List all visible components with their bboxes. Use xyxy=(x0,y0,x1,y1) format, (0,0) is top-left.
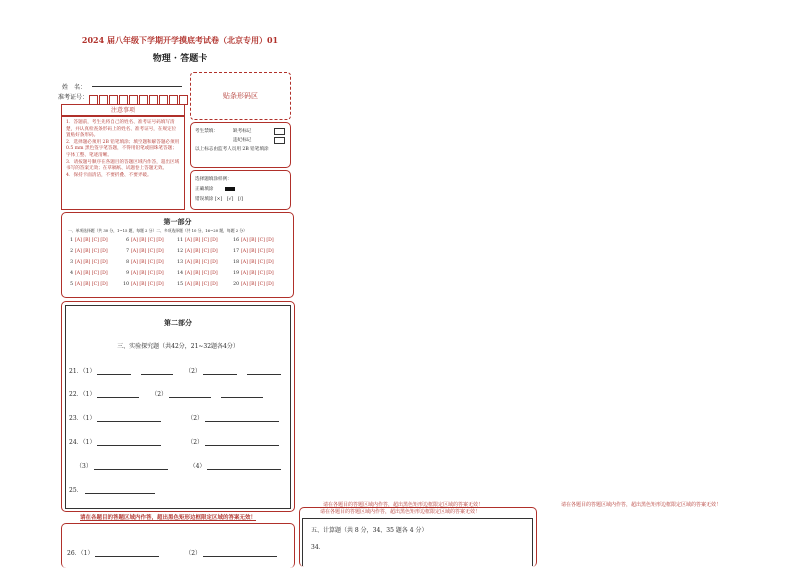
answer-column-2 xyxy=(122,238,177,293)
answer-row[interactable]: 18 [A] [B] [C] [D] xyxy=(233,260,274,265)
part5-section xyxy=(302,518,533,566)
q24-line: 24．（1） （2） xyxy=(69,437,279,446)
name-label: 姓 名： xyxy=(62,84,87,91)
q21-1-blank[interactable] xyxy=(97,368,131,375)
notice-box xyxy=(61,116,185,210)
answer-area-warning: 请在各题目的答题区域内作答，超出黑色矩形边框限定区域的答案无效！ xyxy=(80,515,257,521)
id-label: 准考证号： xyxy=(58,94,89,101)
wrong-fill-label: 错误填涂 [×] [√] [/] xyxy=(195,197,244,202)
answer-row[interactable]: 1 [A] [B] [C] [D] xyxy=(70,238,108,243)
correct-fill-label: 正确填涂 xyxy=(195,187,214,192)
sheet-subtitle: 物理 · 答题卡 xyxy=(152,54,208,64)
q26-2-blank[interactable] xyxy=(203,550,277,557)
status-label: 考生禁填： xyxy=(195,129,218,134)
correct-fill-mark-icon xyxy=(225,187,235,191)
q26-1-blank[interactable] xyxy=(95,550,159,557)
part2-section xyxy=(65,305,291,509)
answer-row[interactable]: 10 [A] [B] [C] [D] xyxy=(123,282,164,287)
answer-row[interactable]: 17 [A] [B] [C] [D] xyxy=(233,249,274,254)
answer-row[interactable]: 20 [A] [B] [C] [D] xyxy=(233,282,274,287)
answer-column-3 xyxy=(176,238,234,293)
notice-item: 1．答题前，考生先将自己的姓名、准考证号码填写清楚，并认真检查条形码上的姓名、准考证号，在规定位置贴好条形码。 xyxy=(66,120,177,139)
name-field[interactable] xyxy=(92,86,182,87)
answer-row[interactable]: 6 [A] [B] [C] [D] xyxy=(126,238,164,243)
answer-row[interactable]: 7 [A] [B] [C] [D] xyxy=(126,249,164,254)
q22-2a-blank[interactable] xyxy=(169,391,211,398)
q24-3-blank[interactable] xyxy=(94,463,168,470)
violation-label: 违纪标记 xyxy=(233,138,252,143)
part5-title: 五、计算题（共 8 分，34、35 题各 4 分） xyxy=(311,527,428,534)
answer-row[interactable]: 8 [A] [B] [C] [D] xyxy=(126,260,164,265)
violation-checkbox[interactable] xyxy=(274,137,285,144)
q26-line: 26．（1） （2） xyxy=(67,548,277,557)
q24-4-blank[interactable] xyxy=(207,463,281,470)
q22-2b-blank[interactable] xyxy=(221,391,263,398)
answer-area-warning: 请在各题目的答题区域内作答，超出黑色矩形边框限定区域的答案无效！ xyxy=(323,502,484,508)
section3-title: 三、实验探究题（共42分，21~32题各4分） xyxy=(117,343,239,350)
q26-section xyxy=(61,523,295,568)
answer-row[interactable]: 11 [A] [B] [C] [D] xyxy=(177,238,218,243)
answer-column-4 xyxy=(232,238,290,293)
q21-2b-blank[interactable] xyxy=(247,368,281,375)
notice-item: 2．选择题必须用 2B 铅笔填涂；填空题和解答题必须用 0.5 mm 黑色签字笔答题，不得用铅笔或圆珠笔答题；字体工整、笔迹清晰。 xyxy=(66,139,180,158)
answer-row[interactable]: 5 [A] [B] [C] [D] xyxy=(70,282,108,287)
answer-row[interactable]: 3 [A] [B] [C] [D] xyxy=(70,260,108,265)
q21-2-blank[interactable] xyxy=(203,368,237,375)
part1-instruction: 一、单项选择题（共 30 分，1~15 题，每题 2 分）二、多项选择题（共 10 分，16~20 题，每题 2 分） xyxy=(68,228,247,233)
answer-row[interactable]: 14 [A] [B] [C] [D] xyxy=(177,271,218,276)
answer-row[interactable]: 19 [A] [B] [C] [D] xyxy=(233,271,274,276)
q24b-line: （3） （4） xyxy=(76,461,281,470)
answer-row[interactable]: 12 [A] [B] [C] [D] xyxy=(177,249,218,254)
answer-row[interactable]: 2 [A] [B] [C] [D] xyxy=(70,249,108,254)
q22-1-blank[interactable] xyxy=(97,391,139,398)
q24-2-blank[interactable] xyxy=(205,439,279,446)
absent-label: 缺考标记 xyxy=(233,129,252,134)
fill-example-box xyxy=(190,170,291,210)
exam-title: 2024 届八年级下学期开学摸底考试卷（北京专用）01 xyxy=(81,35,279,45)
answer-row[interactable]: 9 [A] [B] [C] [D] xyxy=(126,271,164,276)
notice-title: 注意事项 xyxy=(61,104,185,116)
q23-line: 23．（1） （2） xyxy=(69,413,279,422)
q22-line: 22．（1） （2） xyxy=(69,389,263,398)
q25-blank[interactable] xyxy=(85,487,155,494)
answer-row[interactable]: 15 [A] [B] [C] [D] xyxy=(177,282,218,287)
q23-1-blank[interactable] xyxy=(97,415,161,422)
q25-line: 25． xyxy=(69,485,155,494)
answer-row[interactable]: 4 [A] [B] [C] [D] xyxy=(70,271,108,276)
answer-row[interactable]: 13 [A] [B] [C] [D] xyxy=(177,260,218,265)
part2-title: 第二部分 xyxy=(164,318,192,327)
q23-2-blank[interactable] xyxy=(205,415,279,422)
notice-item: 4．保持卡面清洁，不要折叠、不要弄破。 xyxy=(66,172,152,178)
status-note: 以上标志由监考人员用 2B 铅笔填涂 xyxy=(195,147,269,152)
part1-section xyxy=(61,212,294,298)
answer-area-warning: 请在各题目的答题区域内作答，超出黑色矩形边框限定区域的答案无效！ xyxy=(320,509,481,515)
answer-area-warning: 请在各题目的答题区域内作答，超出黑色矩形边框限定区域的答案无效！ xyxy=(561,502,722,508)
q21-line: 21．（1） （2） xyxy=(69,366,281,375)
answer-row[interactable]: 16 [A] [B] [C] [D] xyxy=(233,238,274,243)
part1-title: 第一部分 xyxy=(163,217,192,226)
q24-1-blank[interactable] xyxy=(97,439,161,446)
barcode-area: 贴条形码区 xyxy=(190,72,291,120)
answer-column-1 xyxy=(66,238,121,293)
q21-1b-blank[interactable] xyxy=(141,368,173,375)
status-box xyxy=(190,122,291,168)
q34-label: 34． xyxy=(311,544,325,551)
fill-example-title: 选择题填涂样例： xyxy=(195,177,232,182)
absent-checkbox[interactable] xyxy=(274,128,285,135)
notice-item: 3．请按题号顺序在各题目的答题区域内作答，超出区域书写的答案无效；在草稿纸、试题卷上答题无效。 xyxy=(66,159,180,172)
